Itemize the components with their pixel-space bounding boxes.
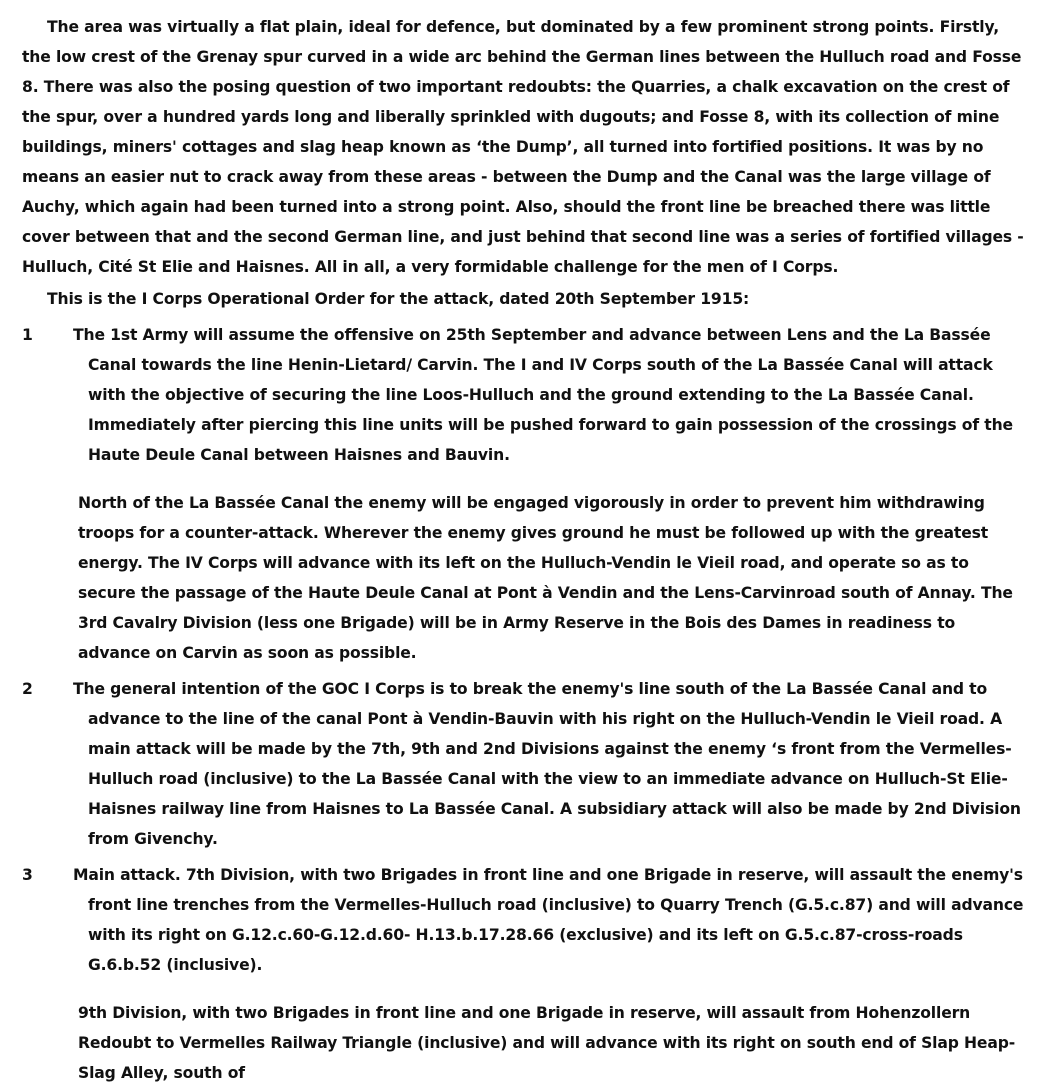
order-item-2 xyxy=(22,674,1024,854)
item-1-sub-paragraph: North of the La Bassée Canal the enemy will be engaged vigorously in order to prevent him withdrawing troops for a counter-attack. Wherever the enemy gives ground he must be followed up with the greatest energy. The IV Corps will advance with its left on the Hulluch-Vendin le Vieil road, and operate so as to secure the passage of the Haute Deule Canal at Pont à Vendin and the Lens-Carvinroad south of Annay. The 3rd Cavalry Division (less one Brigade) will be in Army Reserve in the Bois des Dames in readiness to advance on Carvin as soon as possible. xyxy=(78,494,1013,662)
item-text: The 1st Army will assume the offensive on 25th September and advance between Lens and the La Bassée Canal towards the line Henin-Lietard/ Carvin. The I and IV Corps south of the La Bassée Canal will attack with the objective of securing the line Loos-Hulluch and the ground extending to the La Bassée Canal. Immediately after piercing this line units will be pushed forward to gain possession of the crossings of the Haute Deule Canal between Haisnes and Bauvin. xyxy=(73,326,1013,464)
item-3-sub-paragraph: 9th Division, with two Brigades in front line and one Brigade in reserve, will assault from Hohenzollern Redoubt to Vermelles Railway Triangle (inclusive) and will advance with its right on south end of Slap Heap-Slag Alley, south of xyxy=(78,1004,1016,1082)
order-item-1 xyxy=(22,320,1024,470)
item-number: 2 xyxy=(22,680,33,698)
order-intro-paragraph: This is the I Corps Operational Order for the attack, dated 20th September 1915: xyxy=(47,290,750,308)
item-number: 3 xyxy=(22,866,33,884)
intro-paragraph: The area was virtually a flat plain, ideal for defence, but dominated by a few prominent strong points. Firstly, the low crest of the Grenay spur curved in a wide arc behind the German lines between the Hulluch road and Fosse 8. There was also the posing question of two important redoubts: the Quarries, a chalk excavation on the crest of the spur, over a hundred yards long and liberally sprinkled with dugouts; and Fosse 8, with its collection of mine buildings, miners' cottages and slag heap known as ‘the Dump’, all turned into fortified positions. It was by no means an easier nut to crack away from these areas - between the Dump and the Canal was the large village of Auchy, which again had been turned into a strong point. Also, should the front line be breached there was little cover between that and the second German line, and just behind that second line was a series of fortified villages - Hulluch, Cité St Elie and Haisnes. All in all, a very formidable challenge for the men of I Corps. xyxy=(22,18,1024,276)
item-text: Main attack. 7th Division, with two Brigades in front line and one Brigade in reserve, will assault the enemy's front line trenches from the Vermelles-Hulluch road (inclusive) to Quarry Trench (G.5.c.87) and will advance with its right on G.12.c.60-G.12.d.60- H.13.b.17.28.66 (exclusive) and its left on G.5.c.87-cross-roads G.6.b.52 (inclusive). xyxy=(73,866,1024,974)
item-number: 1 xyxy=(22,326,33,344)
order-item-3 xyxy=(22,860,1024,980)
item-text: The general intention of the GOC I Corps is to break the enemy's line south of the La Bassée Canal and to advance to the line of the canal Pont à Vendin-Bauvin with his right on the Hulluch-Vendin le Vieil road. A main attack will be made by the 7th, 9th and 2nd Divisions against the enemy ‘s front from the Vermelles-Hulluch road (inclusive) to the La Bassée Canal with the view to an immediate advance on Hulluch-St Elie-Haisnes railway line from Haisnes to La Bassée Canal. A subsidiary attack will also be made by 2nd Division from Givenchy. xyxy=(73,680,1021,848)
